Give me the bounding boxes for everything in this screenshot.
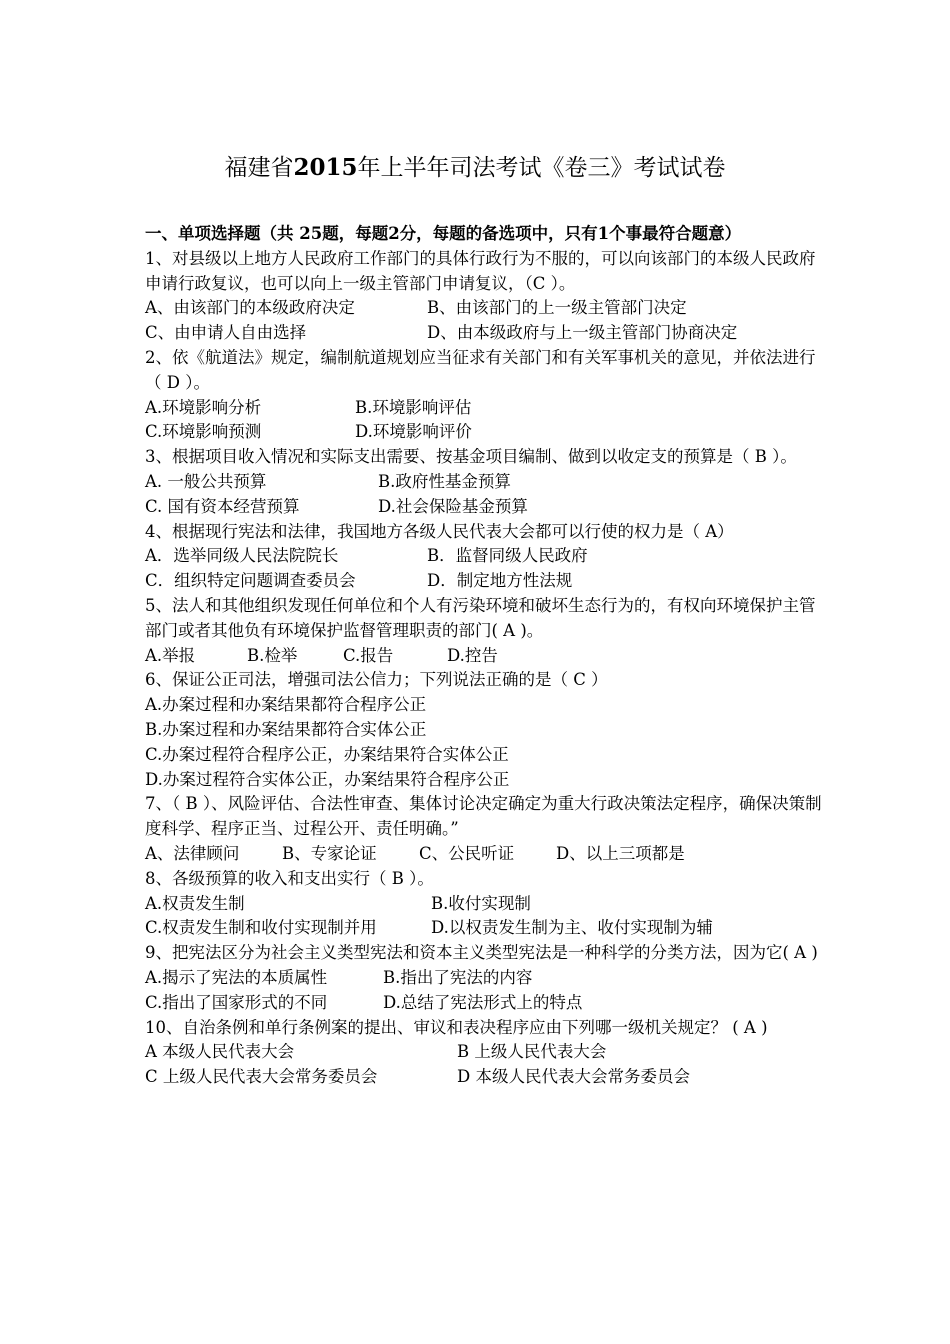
question-stem: 3、根据项目收入情况和实际支出需要、按基金项目编制、做到以收定支的预算是（ B ）。 (145, 447, 797, 467)
option-text: D.社会保险基金预算 (378, 496, 528, 516)
option-row (145, 743, 825, 768)
option-row (145, 544, 825, 569)
question-item (145, 792, 825, 866)
option-text: D.办案过程符合实体公正，办案结果符合程序公正 (145, 769, 510, 789)
option-text: D、以上三项都是 (556, 843, 685, 863)
option-text: C、由申请人自由选择 (145, 323, 307, 343)
option-row (145, 842, 825, 867)
option-text: C．组织特定问题调查委员会 (145, 571, 356, 591)
option-text: C. 国有资本经营预算 (145, 496, 300, 516)
option-text: A、法律顾问 (145, 843, 240, 863)
option-row (145, 1040, 825, 1065)
option-text: A.环境影响分析 (145, 397, 262, 417)
option-text: D 本级人民代表大会常务委员会 (457, 1067, 690, 1087)
option-text: B、由该部门的上一级主管部门决定 (427, 298, 687, 318)
document-title (0, 150, 950, 186)
question-item (145, 1016, 825, 1090)
question-stem: 4、根据现行宪法和法律，我国地方各级人民代表大会都可以行使的权力是（ A） (145, 521, 734, 541)
option-text: B、专家论证 (282, 843, 377, 863)
option-text: C.报告 (343, 645, 394, 665)
section-heading: 一、单项选择题（共 25题，每题2分，每题的备选项中，只有1个事最符合题意） (145, 224, 742, 243)
option-text: C.权责发生制和收付实现制并用 (145, 918, 377, 938)
question-item (145, 594, 825, 668)
title-prefix: 福建省 (224, 155, 294, 181)
option-text: A.举报 (145, 645, 196, 665)
option-row (145, 966, 825, 991)
question-item (145, 445, 825, 519)
option-text: A.权责发生制 (145, 893, 245, 913)
question-stem: 2、依《航道法》规定，编制航道规划应当征求有关部门和有关军事机关的意见，并依法进行（ D ）。 (145, 347, 816, 392)
option-row (145, 396, 825, 421)
option-text: B.办案过程和办案结果都符合实体公正 (145, 719, 427, 739)
option-row (145, 644, 825, 669)
option-text: B.指出了宪法的内容 (383, 967, 533, 987)
option-row (145, 892, 825, 917)
option-text: B.收付实现制 (431, 893, 531, 913)
option-text: C.环境影响预测 (145, 422, 262, 442)
option-text: B 上级人民代表大会 (457, 1042, 607, 1062)
option-text: A.揭示了宪法的本质属性 (145, 967, 328, 987)
option-text: A.办案过程和办案结果都符合程序公正 (145, 695, 427, 715)
option-row (145, 768, 825, 793)
option-text: D.总结了宪法形式上的特点 (383, 992, 583, 1012)
option-text: C 上级人民代表大会常务委员会 (145, 1067, 378, 1087)
option-text: D、由本级政府与上一级主管部门协商决定 (427, 323, 738, 343)
question-stem: 5、法人和其他组织发现任何单位和个人有污染环境和破坏生态行为的，有权向环境保护主管部门或者其他负有环境保护监督管理职责的部门( A )。 (145, 595, 816, 640)
title-year: 2015 (293, 154, 358, 181)
question-list (145, 247, 825, 1090)
question-item (145, 941, 825, 1015)
question-stem: 8、各级预算的收入和支出实行（ B ）。 (145, 868, 434, 888)
option-text: A、由该部门的本级政府决定 (145, 298, 355, 318)
option-text: A. 一般公共预算 (145, 471, 267, 491)
option-text: C.办案过程符合程序公正，办案结果符合实体公正 (145, 744, 509, 764)
question-stem: 1、对县级以上地方人民政府工作部门的具体行政行为不服的，可以向该部门的本级人民政府申请行政复议，也可以向上一级主管部门申请复议，（C ）。 (145, 248, 816, 293)
option-row (145, 470, 825, 495)
option-row (145, 296, 825, 321)
question-item (145, 520, 825, 594)
option-row (145, 693, 825, 718)
option-text: D.控告 (447, 645, 498, 665)
option-text: D.以权责发生制为主、收付实现制为辅 (431, 918, 713, 938)
option-text: B．监督同级人民政府 (427, 546, 588, 566)
exam-content (145, 222, 825, 1090)
option-row (145, 1065, 825, 1090)
title-suffix: 年上半年司法考试《卷三》考试试卷 (357, 155, 726, 181)
option-text: C.指出了国家形式的不同 (145, 992, 328, 1012)
option-text: C、公民听证 (419, 843, 515, 863)
option-text: B.政府性基金预算 (378, 471, 511, 491)
option-row (145, 321, 825, 346)
option-text: D.环境影响评价 (355, 422, 472, 442)
question-stem: 6、保证公正司法，增强司法公信力；下列说法正确的是（ C ） (145, 670, 608, 690)
option-text: B.检举 (247, 645, 298, 665)
option-row (145, 991, 825, 1016)
option-text: A．选举同级人民法院院长 (145, 546, 339, 566)
option-row (145, 718, 825, 743)
option-text: B.环境影响评估 (355, 397, 472, 417)
question-item (145, 867, 825, 941)
question-item (145, 668, 825, 792)
option-text: D．制定地方性法规 (427, 571, 573, 591)
option-row (145, 420, 825, 445)
question-stem: 9、把宪法区分为社会主义类型宪法和资本主义类型宪法是一种科学的分类方法，因为它( A ) (145, 943, 818, 963)
question-item (145, 346, 825, 445)
option-text: A 本级人民代表大会 (145, 1042, 295, 1062)
option-row (145, 495, 825, 520)
question-item (145, 247, 825, 346)
option-row (145, 569, 825, 594)
question-stem: 7、（ B ）、风险评估、合法性审查、集体讨论决定确定为重大行政决策法定程序，确保决策制度科学、程序正当、过程公开、责任明确。” (145, 794, 822, 839)
question-stem: 10、自治条例和单行条例案的提出、审议和表决程序应由下列哪一级机关规定？ ( A ) (145, 1017, 768, 1037)
option-row (145, 916, 825, 941)
